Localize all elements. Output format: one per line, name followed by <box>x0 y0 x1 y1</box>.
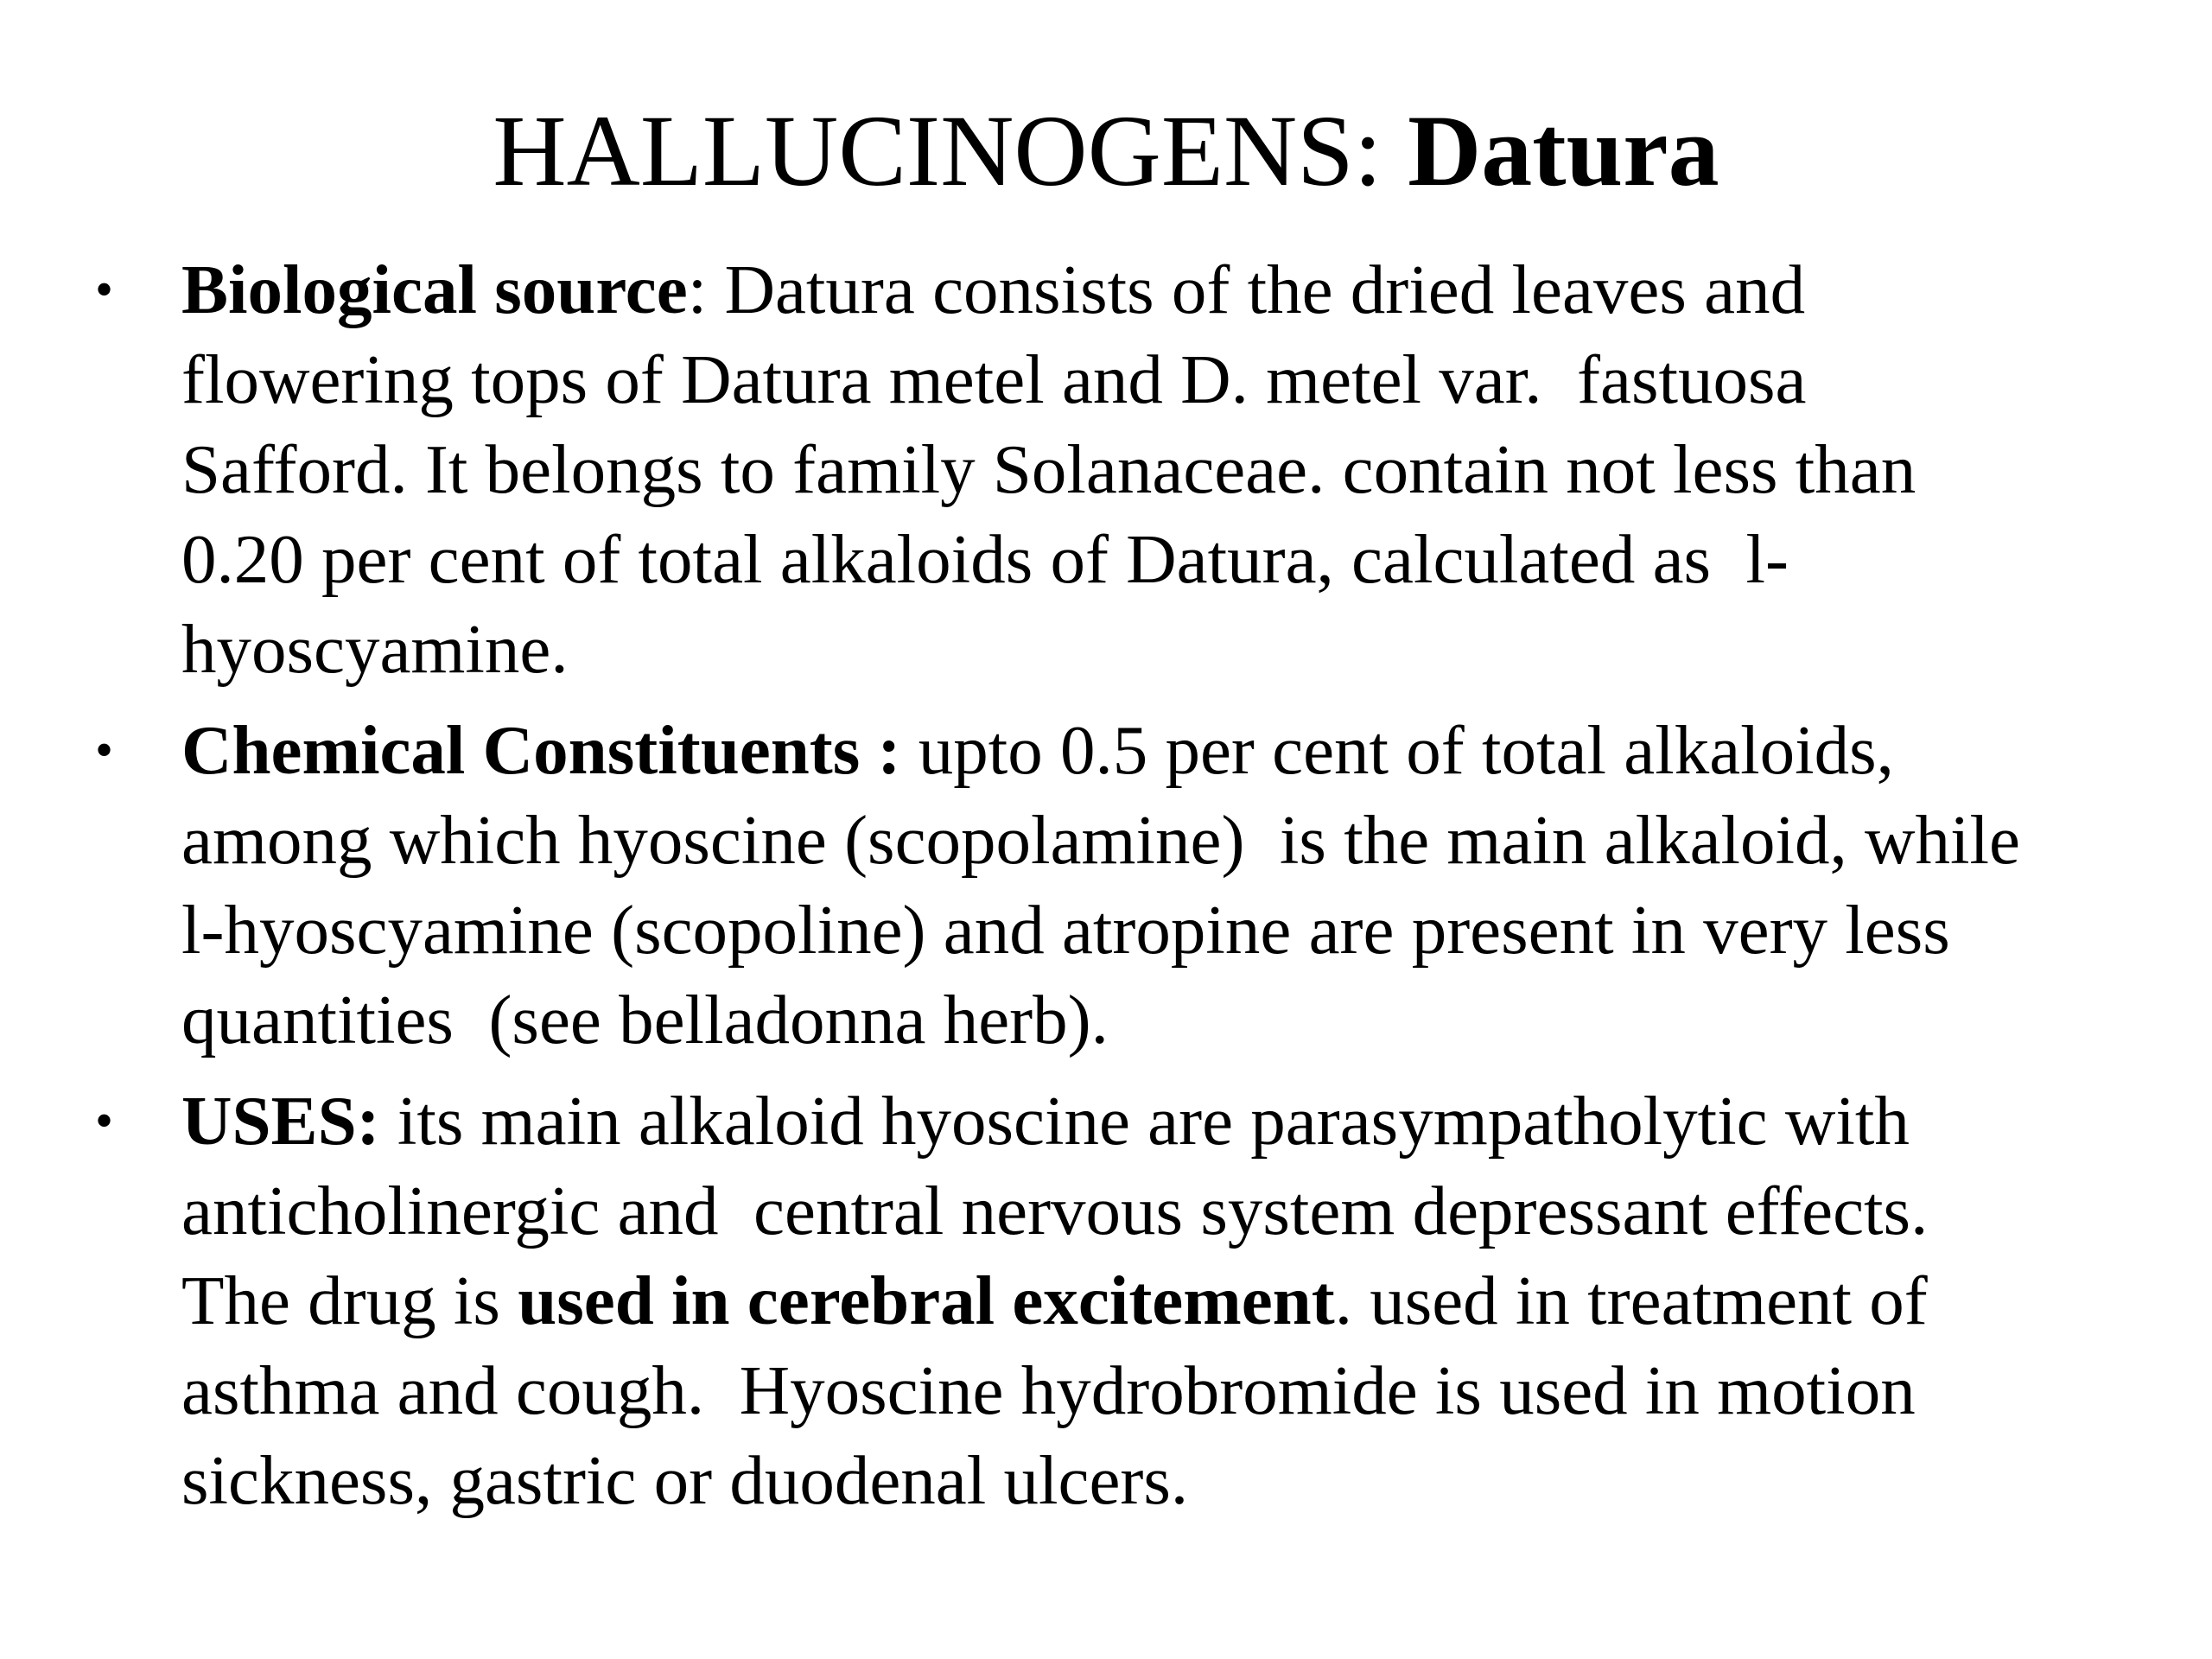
line-pre-text: The drug is <box>181 1262 518 1339</box>
bullet-line-text: its main alkaloid hyoscine are parasympatholytic with <box>379 1082 1910 1160</box>
bullet-text <box>181 245 2186 694</box>
bullet-text <box>181 1076 2186 1525</box>
text-line <box>181 705 2186 795</box>
text-line <box>181 1076 2186 1166</box>
text-line: sickness, gastric or duodenal ulcers. <box>181 1441 1189 1519</box>
text-line: hyoscyamine. <box>181 610 569 688</box>
bullet-line-text: upto 0.5 per cent of total alkaloids, <box>900 711 1894 789</box>
bullet-text <box>181 705 2186 1065</box>
text-line <box>181 245 2186 334</box>
text-line: flowering tops of Datura metel and D. metel var. fastuosa <box>181 340 1807 418</box>
title-regular-text: HALLUCINOGENS: <box>493 94 1408 207</box>
text-line: asthma and cough. Hyoscine hydrobromide is used in motion <box>181 1351 1916 1429</box>
emphasis-text: used in cerebral excitement <box>518 1262 1335 1339</box>
bullet-biological-source <box>0 245 2186 694</box>
title-bold-text: Datura <box>1408 94 1719 207</box>
text-line: l-hyoscyamine (scopoline) and atropine are present in very less <box>181 891 1950 969</box>
bullet-line-text: : Datura consists of the dried leaves and <box>687 251 1806 328</box>
bullet-dot: • <box>95 1092 114 1149</box>
bullet-label: Chemical Constituents : <box>181 711 901 789</box>
text-line: quantities (see belladonna herb). <box>181 981 1109 1058</box>
text-line: among which hyoscine (scopolamine) is the main alkaloid, while <box>181 801 2020 879</box>
slide-title <box>0 91 2212 212</box>
bullet-dot: • <box>95 261 114 318</box>
text-line: anticholinergic and central nervous system depressant effects. <box>181 1172 1929 1249</box>
text-line: 0.20 per cent of total alkaloids of Datura, calculated as l- <box>181 520 1789 598</box>
text-line: Safford. It belongs to family Solanaceae. contain not less than <box>181 430 1916 508</box>
bullet-chemical-constituents <box>0 705 2186 1065</box>
bullet-dot: • <box>95 721 114 779</box>
bullet-label: USES: <box>181 1082 380 1160</box>
bullet-label: Biological source <box>181 251 688 328</box>
text-line <box>181 1255 2186 1345</box>
line-post-text: . used in treatment of <box>1334 1262 1928 1339</box>
bullet-list <box>0 245 2212 1536</box>
bullet-uses <box>0 1076 2186 1525</box>
